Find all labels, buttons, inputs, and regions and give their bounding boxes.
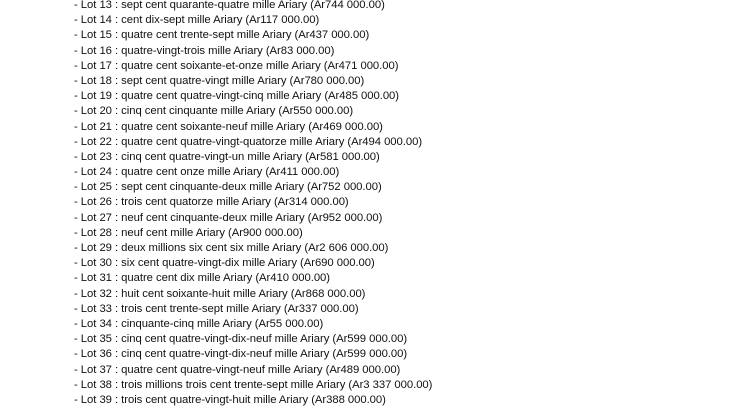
lot-item: - Lot 24 : quatre cent onze mille Ariary (Ar411 000.00) (74, 166, 340, 179)
lot-item: - Lot 17 : quatre cent soixante-et-onze mille Ariary (Ar471 000.00) (74, 59, 399, 72)
lot-item: - Lot 22 : quatre cent quatre-vingt-quatorze mille Ariary (Ar494 000.00) (74, 135, 423, 148)
lot-item: - Lot 38 : trois millions trois cent trente-sept mille Ariary (Ar3 337 000.00) (74, 378, 433, 391)
lot-item: - Lot 20 : cinq cent cinquante mille Ariary (Ar550 000.00) (74, 105, 354, 118)
lot-item: - Lot 32 : huit cent soixante-huit mille Ariary (Ar868 000.00) (74, 287, 366, 300)
lot-list (74, 0, 432, 408)
lot-item: - Lot 21 : quatre cent soixante-neuf mille Ariary (Ar469 000.00) (74, 120, 383, 133)
lot-item: - Lot 31 : quatre cent dix mille Ariary (Ar410 000.00) (74, 272, 331, 285)
lot-item: - Lot 14 : cent dix-sept mille Ariary (Ar117 000.00) (74, 14, 320, 27)
lot-item: - Lot 15 : quatre cent trente-sept mille Ariary (Ar437 000.00) (74, 29, 370, 42)
lot-item: - Lot 36 : cinq cent quatre-vingt-dix-neuf mille Ariary (Ar599 000.00) (74, 348, 408, 361)
lot-item: - Lot 23 : cinq cent quatre-vingt-un mille Ariary (Ar581 000.00) (74, 150, 380, 163)
lot-item: - Lot 13 : sept cent quarante-quatre mille Ariary (Ar744 000.00) (74, 0, 385, 11)
lot-item: - Lot 33 : trois cent trente-sept mille Ariary (Ar337 000.00) (74, 302, 359, 315)
lot-item: - Lot 18 : sept cent quatre-vingt mille Ariary (Ar780 000.00) (74, 74, 365, 87)
lot-item: - Lot 30 : six cent quatre-vingt-dix mille Ariary (Ar690 000.00) (74, 257, 375, 270)
lot-item: - Lot 27 : neuf cent cinquante-deux mille Ariary (Ar952 000.00) (74, 211, 383, 224)
lot-item: - Lot 29 : deux millions six cent six mille Ariary (Ar2 606 000.00) (74, 242, 389, 254)
lot-item: - Lot 35 : cinq cent quatre-vingt-dix-neuf mille Ariary (Ar599 000.00) (74, 333, 408, 346)
lot-item: - Lot 26 : trois cent quatorze mille Ariary (Ar314 000.00) (74, 196, 349, 209)
lot-item: - Lot 39 : trois cent quatre-vingt-huit mille Ariary (Ar388 000.00) (74, 393, 386, 406)
lot-item: - Lot 34 : cinquante-cinq mille Ariary (Ar55 000.00) (74, 317, 324, 330)
lot-item: - Lot 16 : quatre-vingt-trois mille Ariary (Ar83 000.00) (74, 44, 335, 57)
lot-item: - Lot 25 : sept cent cinquante-deux mille Ariary (Ar752 000.00) (74, 181, 382, 194)
lot-item: - Lot 28 : neuf cent mille Ariary (Ar900 000.00) (74, 226, 303, 239)
lot-item: - Lot 19 : quatre cent quatre-vingt-cinq mille Ariary (Ar485 000.00) (74, 90, 400, 103)
lot-item: - Lot 37 : quatre cent quatre-vingt-neuf mille Ariary (Ar489 000.00) (74, 363, 401, 376)
